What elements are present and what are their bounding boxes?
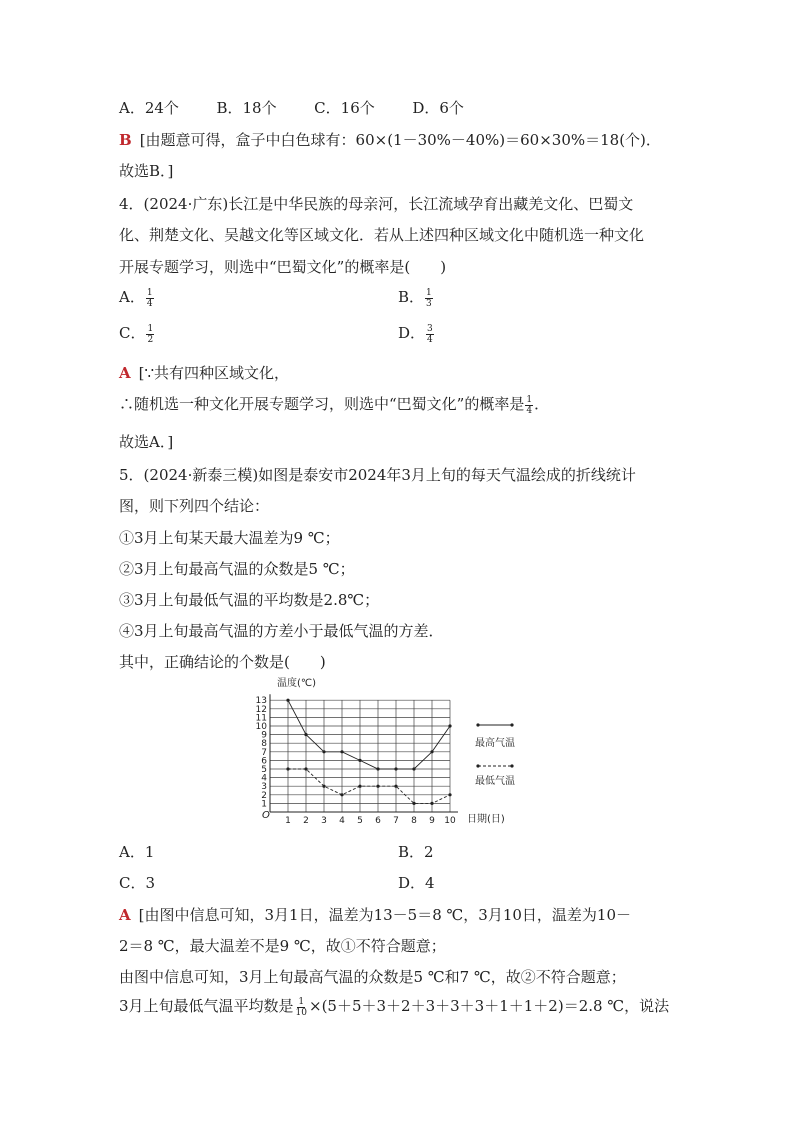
point-low (286, 767, 289, 770)
q5-option-d: D．4 (398, 874, 435, 892)
legend-label-high: 最高气温 (475, 738, 515, 749)
q5-stem-1: 5．(2024·新泰三模)如图是泰安市2024年3月上旬的每天气温绘成的折线统计 (119, 466, 636, 484)
y-axis-label: 温度(℃) (277, 678, 317, 689)
y-tick-label: 2 (261, 790, 267, 801)
q5-stem-3: 其中，正确结论的个数是( ) (119, 653, 326, 671)
point-low (358, 785, 361, 788)
q3-option-c: C．16个 (314, 99, 375, 117)
q4-explanation-3: 故选A．] (119, 433, 174, 451)
x-tick-label: 8 (411, 816, 417, 826)
y-tick-label: 3 (261, 782, 267, 793)
x-tick-label: 3 (321, 816, 327, 826)
y-tick-labels (256, 696, 268, 809)
x-tick-label: 10 (444, 816, 456, 826)
y-tick-label: 5 (261, 765, 267, 775)
q5-stem-2: 图，则下列四个结论： (119, 497, 270, 515)
x-tick-label: 7 (393, 816, 399, 826)
x-axis-label: 日期(日) (467, 814, 505, 825)
q5-conclusion-4: ④3月上旬最高气温的方差小于最低气温的方差． (119, 622, 444, 640)
q4-explanation-2: ∴随机选一种文化开展专题学习，则选中“巴蜀文化”的概率是 $\frac{1}{4}$ ． (119, 394, 550, 416)
point-high (286, 699, 289, 702)
point-low (430, 802, 433, 805)
q5-option-a: A．1 (119, 843, 155, 861)
q4-option-c: C． $\frac{1}{2}$ (119, 323, 154, 345)
y-tick-label: 12 (255, 704, 267, 715)
y-tick-label: 8 (261, 739, 267, 750)
q4-explanation-1: A [∵共有四种区域文化， (119, 364, 290, 382)
point-high (322, 750, 325, 753)
point-high (394, 767, 397, 770)
point-high (304, 733, 307, 736)
q5-option-b: B．2 (398, 843, 434, 861)
q5-explanation-2: 2＝8 ℃，最大温差不是9 ℃，故①不符合题意； (119, 937, 446, 955)
q5-conclusion-2: ②3月上旬最高气温的众数是5 ℃； (119, 560, 355, 578)
q4-option-a: A． $\frac{1}{4}$ (119, 287, 153, 309)
point-low (412, 802, 415, 805)
q4-stem-1: 4．(2024·广东)长江是中华民族的母亲河，长江流域孕育出藏羌文化、巴蜀文 (119, 195, 634, 213)
y-tick-label: 9 (261, 730, 267, 741)
q5-answer: A (119, 906, 131, 924)
point-high (448, 724, 451, 727)
q3-explanation-end: 故选B．] (119, 162, 174, 180)
point-high (358, 759, 361, 762)
point-high (340, 750, 343, 753)
q5-explanation-4: 3月上旬最低气温平均数是 $\frac{1}{10}$ ×(5＋5＋3＋2＋3＋3＋3＋1＋1＋2)＝2.8 ℃，说法 (119, 996, 670, 1018)
y-tick-label: 7 (261, 747, 267, 758)
q5-explanation-1: A [由图中信息可知，3月1日，温差为13－5＝8 ℃，3月10日，温差为10－ (119, 906, 632, 924)
temperature-line-chart (250, 676, 540, 828)
x-tick-label: 5 (357, 816, 363, 826)
point-low (340, 793, 343, 796)
legend-point-high (510, 723, 513, 726)
q3-option-a: A．24个 (119, 99, 179, 117)
y-tick-label: 6 (261, 756, 267, 767)
q5-option-c: C．3 (119, 874, 156, 892)
q4-option-b: B． $\frac{1}{3}$ (398, 287, 432, 309)
point-low (448, 793, 451, 796)
x-tick-label: 1 (285, 816, 291, 826)
x-tick-label: 6 (375, 816, 381, 826)
q3-options (119, 97, 464, 118)
q3-explanation: B [由题意可得，盒子中白色球有：60×(1－30%－40%)＝60×30%＝18(个)． (119, 131, 661, 149)
q4-stem-3: 开展专题学习，则选中“巴蜀文化”的概率是( ) (119, 258, 447, 276)
q5-conclusion-3: ③3月上旬最低气温的平均数是2.8℃； (119, 591, 380, 609)
legend-point-high (476, 723, 479, 726)
x-tick-label: 4 (339, 816, 345, 826)
q4-answer: A (119, 364, 131, 382)
point-low (304, 767, 307, 770)
q3-option-b: B．18个 (216, 99, 277, 117)
q3-answer: B (119, 131, 132, 149)
y-tick-label: 1 (261, 799, 267, 810)
point-low (394, 785, 397, 788)
q5-conclusion-1: ①3月上旬某天最大温差为9 ℃； (119, 529, 340, 547)
q3-option-d: D．6个 (412, 99, 464, 117)
x-tick-label: 2 (303, 816, 309, 826)
y-tick-label: 10 (255, 722, 267, 732)
q4-option-d: D． $\frac{3}{4}$ (398, 323, 433, 345)
q5-explanation-3: 由图中信息可知，3月上旬最高气温的众数是5 ℃和7 ℃，故②不符合题意； (119, 968, 626, 986)
x-tick-label: 9 (429, 816, 435, 826)
legend-point-low (476, 764, 479, 767)
point-high (376, 767, 379, 770)
y-tick-label: 11 (255, 713, 267, 724)
origin-label: O (262, 810, 270, 821)
point-high (430, 750, 433, 753)
legend-point-low (510, 764, 513, 767)
point-low (376, 785, 379, 788)
point-low (322, 785, 325, 788)
point-high (412, 767, 415, 770)
x-tick-labels (285, 816, 456, 826)
legend-label-low: 最低气温 (475, 776, 515, 787)
chart-axes (270, 694, 458, 812)
y-tick-label: 4 (261, 773, 267, 784)
y-tick-label: 13 (255, 696, 267, 707)
q4-stem-2: 化、荆楚文化、吴越文化等区域文化．若从上述四种区域文化中随机选一种文化 (119, 226, 645, 244)
